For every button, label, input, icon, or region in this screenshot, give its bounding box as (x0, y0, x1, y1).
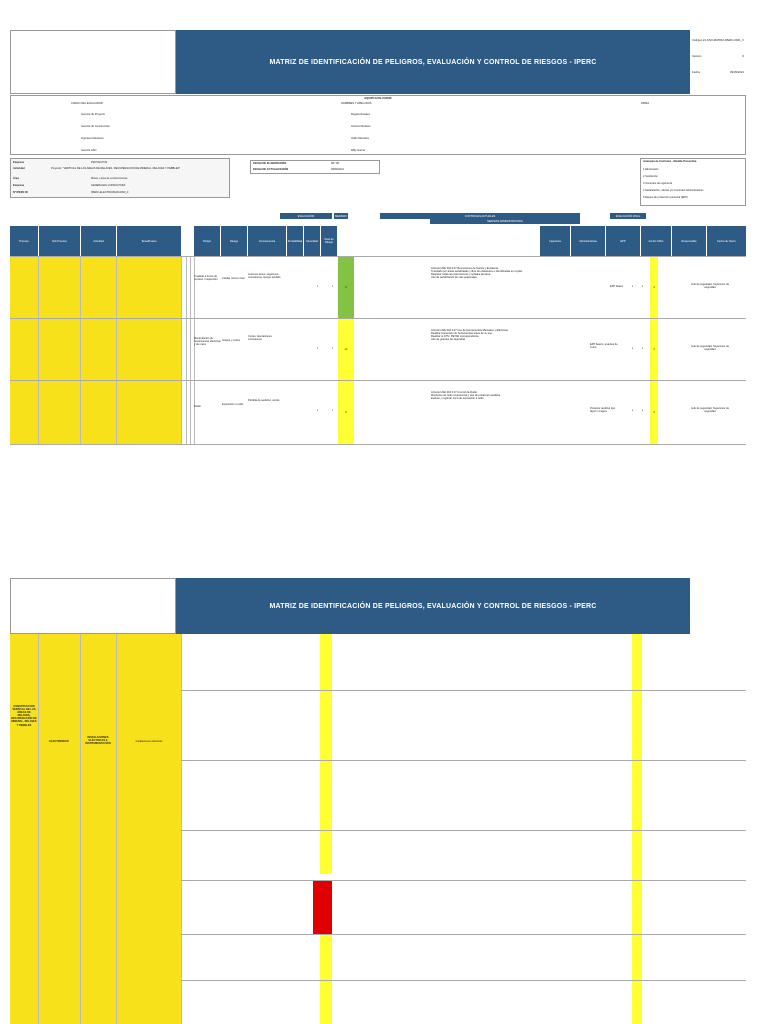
legend-item: 2 Sustitución (643, 175, 658, 178)
sev2-cell: 2 (642, 285, 644, 288)
team-role: Gerente de Proyecto (81, 113, 105, 116)
sev-cell: 3 (332, 285, 334, 288)
subprocess-cell: ELECTRICIDAD (49, 740, 69, 743)
epp-cell: Protector auditivo tipo tapón / orejera (590, 407, 616, 414)
team-role: Ingeniero Mecánico (81, 137, 104, 140)
legend-item: 4 Señalización, Alertas y/o Controles Administrativos (643, 189, 704, 192)
project-value: IPERC-ELECTRICIDAD-0003_0 (91, 191, 129, 194)
task-cell: Manipulación de herramientas eléctricas y de mano (194, 337, 221, 347)
col-head: Actividad (81, 226, 116, 256)
legend-item: 3 Controles de ingeniería (643, 182, 673, 185)
doc-meta (690, 32, 746, 80)
col-head: Fecha de Cierre (707, 226, 746, 256)
logo-area (10, 30, 176, 94)
legend-item: 5 Equipo de protección personal (EPP) (643, 196, 688, 199)
project-value: Proyecto: "VERTICAL DE LAS AREAS DE RELAVES, RECUPERACION DE MINERAL, RELAVES Y PEBBLES" (51, 167, 181, 170)
date-label: FECHA DE ACTUALIZACIÓN (253, 168, 289, 171)
col-head: Probabilidad (287, 226, 303, 256)
controls-cell: Artículo HSE 304 3.07 Uso de Herramientas Manuales y Eléctricas. Realizar inspección de herramientas antes de su uso. Realizar el ATS / PETAR correspondiente. Uso de guantes de seguridad. (431, 329, 509, 342)
col-head: EPP (606, 226, 640, 256)
col-head: Responsable (672, 226, 706, 256)
risk2-cell: 4 (650, 257, 658, 319)
consequence-cell: Cortes, laceraciones, contusiones (248, 335, 273, 342)
controls-cell: Artículo HSE 304 3.07 Control de Ruido. Monitoreo de ruido ocupacional y uso de protección auditiva. Evaluar y registrar zona de exposición a ruido. (431, 391, 501, 401)
col-head: Nivel de Riesgo (321, 226, 337, 256)
task-cell: Traslado a frente de proceso / inspección (194, 275, 218, 282)
risk-level-cell: 12 (338, 319, 354, 381)
team-header: EQUIPO EVALUADOR (364, 97, 392, 100)
col-head: Proceso (10, 226, 38, 256)
consequence-cell: Pérdida de audición, estrés (248, 399, 280, 402)
legend-table (640, 158, 746, 206)
sev2-cell: 2 (642, 347, 644, 350)
group-head: MEDIDAS ADMINISTRATIVAS (430, 219, 580, 224)
col-head: Peligro (194, 226, 220, 256)
sev-cell: 3 (332, 347, 334, 350)
team-name: Hollin Mendoza (351, 137, 369, 140)
hazard-cell: Caídas mismo nivel (222, 277, 245, 280)
hazard-cell: Exposición a ruido (222, 403, 244, 406)
project-table (10, 158, 230, 198)
epp-cell: EPP básico (610, 285, 624, 288)
dates-table (250, 160, 380, 174)
task-cell-2: Instalaciones eléctricas (135, 740, 163, 743)
legend-title: Jerarquía de Controles - Medida Preventiva (643, 160, 697, 163)
risk2-cell: 4 (650, 319, 658, 381)
project-label: Nº IPERC ID (13, 191, 28, 194)
risk-level-cell: 9 (338, 257, 354, 319)
team-col-role: CARGO DEL EVALUADOR (71, 102, 103, 105)
risk-level-column (320, 934, 332, 1024)
team-role: Gerente SSO (81, 149, 97, 152)
risk-level-cell: 9 (338, 381, 354, 445)
group-head: EVALUACIÓN (280, 213, 332, 219)
task-cell: Ruido (194, 405, 201, 408)
col-head: Tarea/Puesto (117, 226, 181, 256)
date-value: 09/09/2021 (331, 168, 344, 171)
logo-area-2 (10, 578, 176, 634)
project-label: Empresa (13, 161, 24, 164)
sev2-cell: 2 (642, 409, 644, 412)
epp-cell: EPP básico, guantes de cuero (590, 343, 618, 350)
group-head: EVALUACIÓN FINAL (610, 213, 646, 219)
col-head: Riesgo (221, 226, 247, 256)
prob-cell: 3 (317, 347, 319, 350)
table-row (10, 256, 746, 319)
col-head: Acción Sí/No (641, 226, 671, 256)
resp-cell: Jefe de seguridad, Supervisor de seguridad (690, 345, 730, 352)
consequence-cell: Lesiones leves, esguinces, contusiones, tiempo perdido (248, 273, 281, 280)
activity-cell: INSTALACIONES ELÉCTRICAS E INSTRUMENTACIÓN (85, 736, 111, 746)
project-label: Área (13, 177, 19, 180)
process-columns-2 (10, 634, 181, 1024)
meta-code: Código L21-SSO-MATRIZ-IPERC-0001_V (692, 38, 744, 42)
prob2-cell: 2 (632, 285, 634, 288)
team-name: Rogelio Rosales (351, 113, 370, 116)
col-head: Sub Proceso (39, 226, 80, 256)
team-name: Willy Garcia (351, 149, 365, 152)
process-cell: CONSTRUCCIÓN VERTICAL DE LAS ÁREAS DE RELAVES, RECUPERACIÓN DE MINERAL, RELAVES Y PEBBLES (11, 705, 37, 727)
project-value: Minas y área de construcciones (91, 177, 128, 180)
team-name: Antonio Modesto (351, 125, 371, 128)
group-head: MEDIDAS (335, 214, 347, 218)
final-risk-column (632, 634, 642, 1024)
hazard-cell: Golpes y cortes (222, 339, 241, 342)
page-title: MATRIZ DE IDENTIFICACIÓN DE PELIGROS, EVALUACIÓN Y CONTROL DE RIESGOS - IPERC (176, 30, 690, 94)
controls-cell: Artículo HSE 304 3.07 Remociones de Suelos y Escaleras. Translado por áreas señalizadas y libre de obstáculos e identificadas en el plan. Respetar todas las instrucciones y señales del área. Uso de señalización de vías peatonales. (431, 267, 523, 280)
team-col-sign: FIRMA (641, 102, 650, 105)
meta-version: Versión 0 (692, 54, 744, 58)
table-row (10, 380, 746, 445)
date-label: FECHA DE ELABORACIÓN (253, 162, 287, 165)
risk2-cell: 4 (650, 381, 658, 445)
sev-cell: 3 (332, 409, 334, 412)
col-head: Severidad (304, 226, 320, 256)
resp-cell: Jefe de seguridad, Supervisor de seguridad (690, 407, 730, 414)
col-head: Ingeniería (540, 226, 570, 256)
high-risk-cell (313, 880, 332, 934)
team-role: Gerente de Construcción (81, 125, 110, 128)
meta-date: Fecha 09/09/2021 (692, 70, 744, 74)
prob2-cell: 2 (632, 347, 634, 350)
project-value: PROYECTOS (91, 161, 108, 164)
prob2-cell: 2 (632, 409, 634, 412)
prob-cell: 3 (317, 409, 319, 412)
prob-cell: 3 (317, 285, 319, 288)
project-label: Empresa (13, 184, 24, 187)
page-title-2: MATRIZ DE IDENTIFICACIÓN DE PELIGROS, EVALUACIÓN Y CONTROL DE RIESGOS - IPERC (176, 578, 690, 634)
team-col-name: NOMBRES Y APELLIDOS (341, 102, 372, 105)
col-head: Administrativas (571, 226, 605, 256)
project-value: GENERALES CONSULTORA (91, 184, 126, 187)
team-table (10, 95, 746, 155)
risk-level-column (320, 634, 332, 874)
table-row (10, 318, 746, 381)
date-value: 08 / 08 (331, 162, 339, 165)
legend-item: 1 Eliminación (643, 168, 659, 171)
resp-cell: Jefe de seguridad, Supervisor de seguridad (690, 283, 730, 290)
project-label: Actividad (13, 167, 25, 170)
group-head: CONTROLES ACTUALES (380, 213, 580, 219)
col-head: Consecuencia (248, 226, 286, 256)
